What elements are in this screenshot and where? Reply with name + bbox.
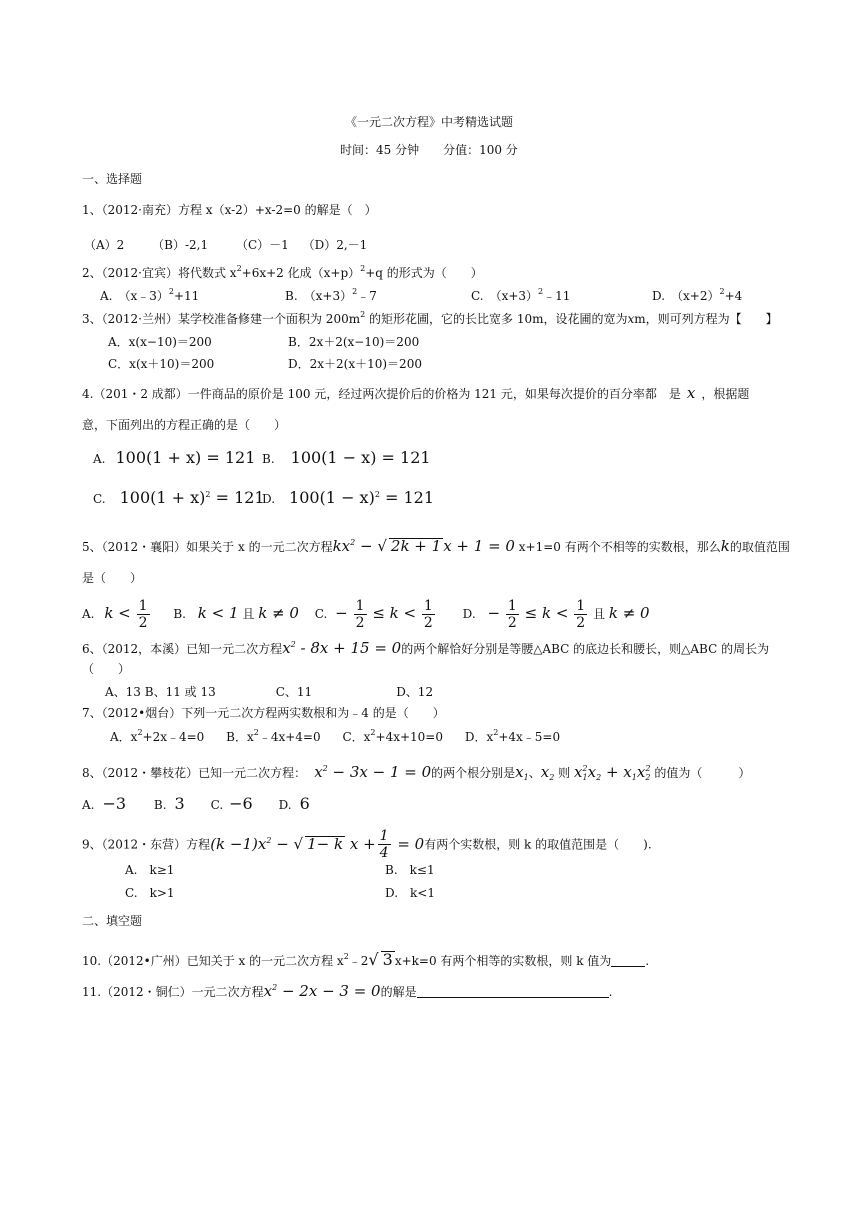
section-heading-2: 二、填空题 xyxy=(82,914,143,928)
question-9-option-b: B. k≤1 xyxy=(385,863,435,877)
option-d: D．$x^2+4x﹣5=0$ xyxy=(464,728,561,744)
question-5-line-2: 是（ ） xyxy=(82,571,143,585)
option-b: （B）-2,1 xyxy=(152,238,209,252)
answer-blank xyxy=(417,997,609,998)
option-a: A. −3 xyxy=(82,794,127,813)
option-c: C. −6 xyxy=(210,794,253,813)
option-b: B. 3 xyxy=(153,794,185,813)
option-d: D. − $\frac{1}{2}$ ≤ k < $\frac{1}{2}$ 且 k ≠ 0 xyxy=(462,598,650,631)
question-5: 5、（2012・襄阳）如果关于 x 的一元二次方程$kx^2$ − √ 2k + 1 x + 1 = 0 x+1=0 有两个不相等的实数根，那么k的取值范围 xyxy=(82,537,790,555)
question-8-options xyxy=(82,796,310,812)
question-3-option-a: A．x(x−10)＝200 xyxy=(108,335,212,349)
question-1-options xyxy=(84,239,367,251)
option-c: （C）－1 xyxy=(235,238,289,252)
question-9: 9、（2012・东营）方程$(k -1)x^2$ − √ 1− k x + $\frac{1}{4}$ = 0有两个实数根，则 k 的取值范围是（ ). xyxy=(82,828,652,861)
option-a: （A）2 xyxy=(84,238,125,252)
option-b: B. k < 1 且 k ≠ 0 xyxy=(173,604,299,622)
question-3-option-b: B．2x＋2(x−10)＝200 xyxy=(288,335,420,349)
question-9-option-d: D. k<1 xyxy=(385,886,435,900)
question-10: 10.（2012•广州）已知关于 x 的一元二次方程 $x^2﹣2√$ 3 x+k=0 有两个相等的实数根，则 k 值为 . xyxy=(82,950,650,969)
option-b: B．$x^2﹣4x+4=0$ xyxy=(226,728,321,744)
question-6-options: A、13 B、11 或 13 C、11 D、12 xyxy=(105,685,434,699)
option-a: A. k < $\frac{1}{2}$ xyxy=(82,598,148,631)
option-c: C. − $\frac{1}{2}$ ≤ k < $\frac{1}{2}$ xyxy=(314,598,433,631)
question-4-option-d: D. $100(1 - x)^2 = 121$ xyxy=(262,488,435,507)
question-4-option-b: B. 100(1 − x) = 121 xyxy=(262,448,431,467)
option-a: A．$x^2+2x﹣4=0$ xyxy=(110,728,205,744)
question-2-option-c: C. $(x+3)^2﹣11$ xyxy=(471,287,571,303)
question-6-line-2: （ ） xyxy=(82,662,131,676)
question-9-option-c: C. k>1 xyxy=(125,886,175,900)
question-4-line-2: 意，下面列出的方程正确的是（ ） xyxy=(82,418,287,432)
question-4: 4.（201・2 成都）一件商品的原价是 100 元，经过两次提价后的价格为 121 元，如果每次提价的百分率都 是 x ，根据题 xyxy=(82,384,750,402)
question-4-option-a: A. 100(1 + x) = 121 xyxy=(93,448,256,467)
page-title: 《一元二次方程》中考精选试题 xyxy=(345,115,514,129)
answer-blank xyxy=(611,966,645,967)
option-c: C．$x^2+4x+10=0$ xyxy=(342,728,443,744)
question-9-option-a: A. k≥1 xyxy=(125,863,175,877)
question-3-option-c: C．x(x＋10)＝200 xyxy=(108,357,215,371)
exam-meta: 时间：45 分钟 分值：100 分 xyxy=(340,143,518,157)
question-6: 6、（2012，本溪）已知一元二次方程$x^2 - 8x + 15 = 0$的两个解恰好分别是等腰△ABC 的底边长和腰长，则△ABC 的周长为 xyxy=(82,639,770,657)
question-11: 11.（2012・铜仁）一元二次方程$x^2 - 2x - 3 = 0$的解是 . xyxy=(82,982,613,1000)
question-5-options xyxy=(82,599,650,630)
question-7: 7、（2012•烟台）下列一元二次方程两实数根和为﹣4 的是（ ） xyxy=(82,706,445,720)
question-8: 8、（2012・攀枝花）已知一元二次方程： $x^2 - 3x - 1 = 0$的两个根分别是$x_1$、$x_2$ 则 $x^2_1x_2 + x_1x^2_2$ 的值为（ ） xyxy=(82,763,751,782)
question-1: 1、（2012·南充）方程 x（x-2）+x-2=0 的解是（ ） xyxy=(82,203,377,217)
option-d: D. 6 xyxy=(278,794,310,813)
question-3: 3、（2012·兰州）某学校准备修建一个面积为 $200m^2$ 的矩形花圃，它的长比宽多 10m，设花圃的宽为xm，则可列方程为【 】 xyxy=(82,310,778,326)
question-2-option-b: B. $(x+3)^2﹣7$ xyxy=(285,287,377,303)
question-2: 2、（2012·宜宾）将代数式 $x^2+6x+2$ 化成$(x+p)^2+q$ 的形式为（ ） xyxy=(82,264,483,280)
question-3-option-d: D．2x＋2(x＋10)＝200 xyxy=(288,357,422,371)
question-7-options xyxy=(110,728,561,744)
question-4-option-c: C. $100(1 + x)^2 = 121$ xyxy=(93,488,265,507)
option-d: （D）2,－1 xyxy=(302,238,368,252)
question-2-option-d: D. $(x+2)^2+4$ xyxy=(652,287,743,303)
question-2-option-a: A. （x﹣3）$^2$+11 xyxy=(100,287,200,303)
section-heading: 一、选择题 xyxy=(82,172,143,186)
